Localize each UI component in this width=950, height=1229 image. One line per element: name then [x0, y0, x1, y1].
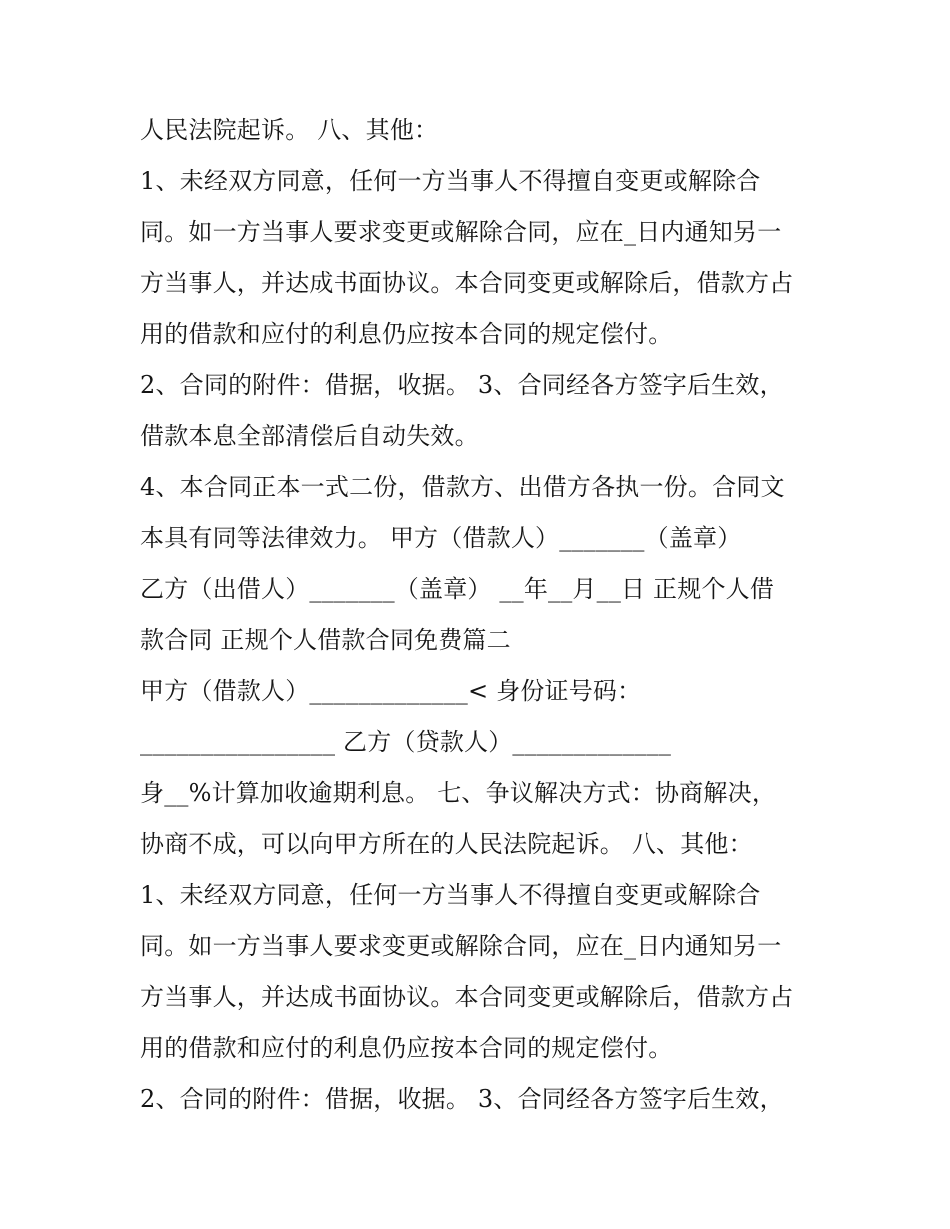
text-line: 借款本息全部清偿后自动失效。: [140, 422, 479, 450]
text-line: 协商不成，可以向甲方所在的人民法院起诉。 八、其他：: [140, 830, 753, 858]
text-line: 乙方（出借人）_______（盖章） __年__月__日 正规个人借: [140, 575, 775, 603]
text-line: 本具有同等法律效力。 甲方（借款人）_______（盖章）: [140, 524, 742, 552]
text-line: 用的借款和应付的利息仍应按本合同的规定偿付。: [140, 320, 673, 348]
text-line: 2、合同的附件：借据，收据。 3、合同经各方签字后生效，: [140, 371, 784, 399]
text-line: 方当事人，并达成书面协议。本合同变更或解除后，借款方占: [140, 983, 794, 1011]
text-line: 1、未经双方同意，任何一方当事人不得擅自变更或解除合: [140, 167, 761, 195]
text-line: 4、本合同正本一式二份，借款方、出借方各执一份。合同文: [140, 473, 785, 501]
text-line: 1、未经双方同意，任何一方当事人不得擅自变更或解除合: [140, 881, 761, 909]
text-line: 人民法院起诉。 八、其他：: [140, 116, 439, 144]
text-line: 2、合同的附件：借据，收据。 3、合同经各方签字后生效，: [140, 1085, 784, 1113]
text-line: 甲方（借款人）_____________< 身份证号码：: [140, 677, 642, 705]
document-body: [140, 105, 830, 1125]
text-line: 方当事人，并达成书面协议。本合同变更或解除后，借款方占: [140, 269, 794, 297]
text-line: 身__%计算加收逾期利息。 七、争议解决方式：协商解决，: [140, 779, 777, 807]
text-line: 用的借款和应付的利息仍应按本合同的规定偿付。: [140, 1034, 673, 1062]
text-line: ________________ 乙方（贷款人）_____________: [140, 728, 672, 756]
text-line: 款合同 正规个人借款合同免费篇二: [140, 626, 511, 654]
text-line: 同。如一方当事人要求变更或解除合同，应在_日内通知另一: [140, 218, 782, 246]
text-line: 同。如一方当事人要求变更或解除合同，应在_日内通知另一: [140, 932, 782, 960]
